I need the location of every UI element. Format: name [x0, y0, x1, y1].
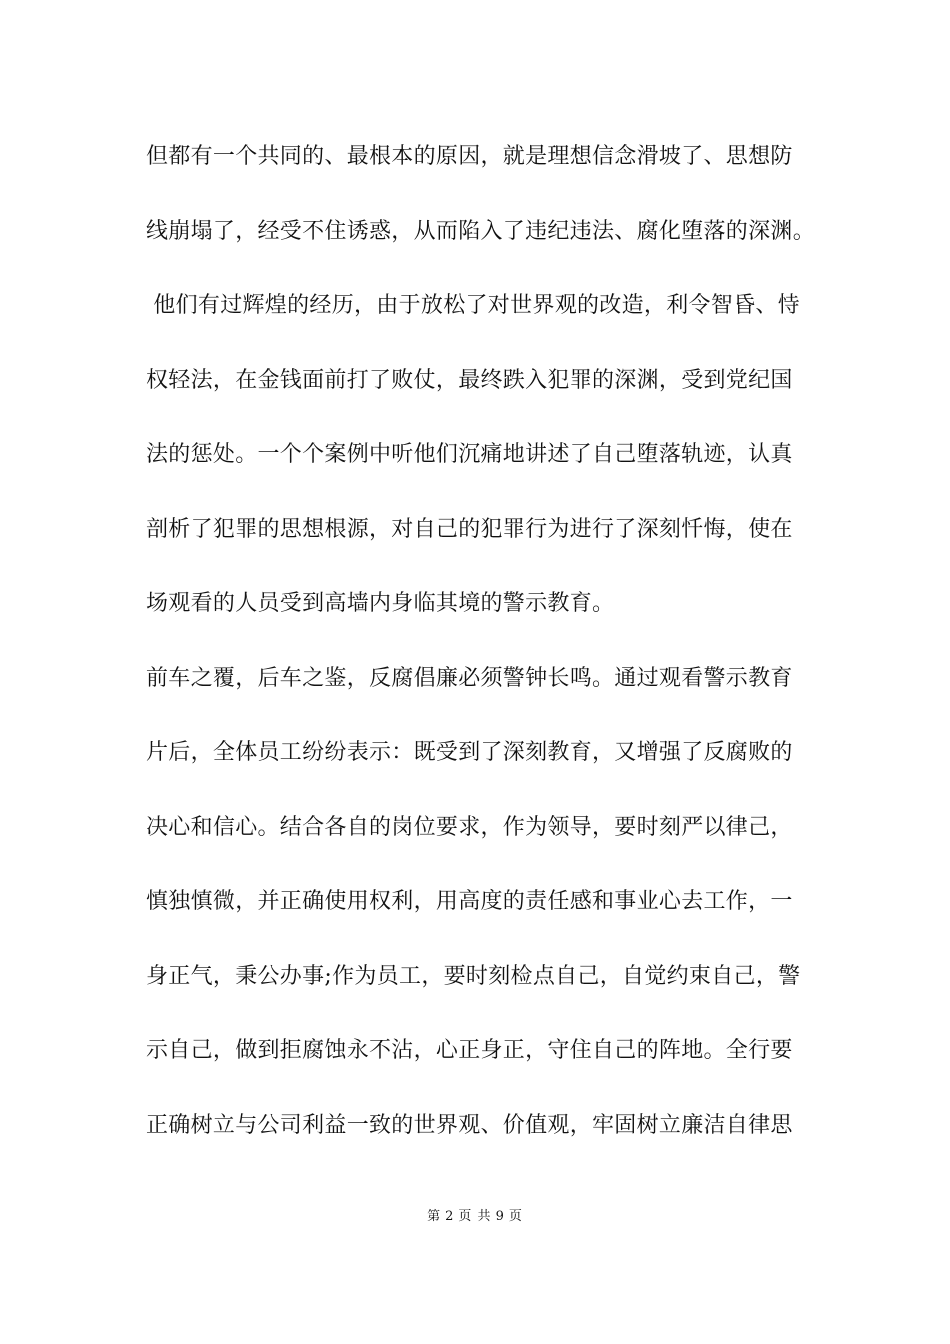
footer-current-page: 2 [445, 1209, 455, 1224]
page-footer [0, 1207, 950, 1227]
text-line: 决心和信心。结合各自的岗位要求，作为领导，要时刻严以律己， [146, 814, 793, 840]
footer-total-pages: 9 [495, 1209, 505, 1224]
text-line: 片后，全体员工纷纷表示：既受到了深刻教育，又增强了反腐败的 [146, 740, 793, 765]
text-line: 前车之覆，后车之鉴，反腐倡廉必须警钟长鸣。通过观看警示教育 [146, 665, 793, 691]
text-line: 线崩塌了，经受不住诱惑，从而陷入了违纪违法、腐化堕落的深渊。 [146, 218, 816, 244]
text-line: 权轻法，在金钱面前打了败仗，最终跌入犯罪的深渊，受到党纪国 [146, 367, 793, 393]
footer-mid: 页 共 [458, 1209, 492, 1224]
text-line: 正确树立与公司利益一致的世界观、价值观，牢固树立廉洁自律思 [146, 1112, 793, 1138]
footer-suffix: 页 [508, 1209, 523, 1224]
body-text [146, 132, 816, 1175]
text-line: 慎独慎微，并正确使用权利，用高度的责任感和事业心去工作，一 [146, 889, 793, 914]
text-line: 身正气，秉公办事;作为员工，要时刻检点自己，自觉约束自己，警 [146, 963, 801, 989]
text-line: 场观看的人员受到高墙内身临其境的警示教育。 [146, 591, 615, 616]
footer-prefix: 第 [427, 1209, 442, 1224]
text-line: 示自己，做到拒腐蚀永不沾，心正身正，守住自己的阵地。全行要 [146, 1038, 793, 1063]
text-line: 他们有过辉煌的经历，由于放松了对世界观的改造，利令智昏、恃 [146, 293, 800, 318]
text-line: 剖析了犯罪的思想根源，对自己的犯罪行为进行了深刻忏悔，使在 [146, 516, 793, 542]
text-line: 法的惩处。一个个案例中听他们沉痛地讲述了自己堕落轨迹，认真 [146, 442, 793, 467]
text-line: 但都有一个共同的、最根本的原因，就是理想信念滑坡了、思想防 [146, 144, 793, 169]
